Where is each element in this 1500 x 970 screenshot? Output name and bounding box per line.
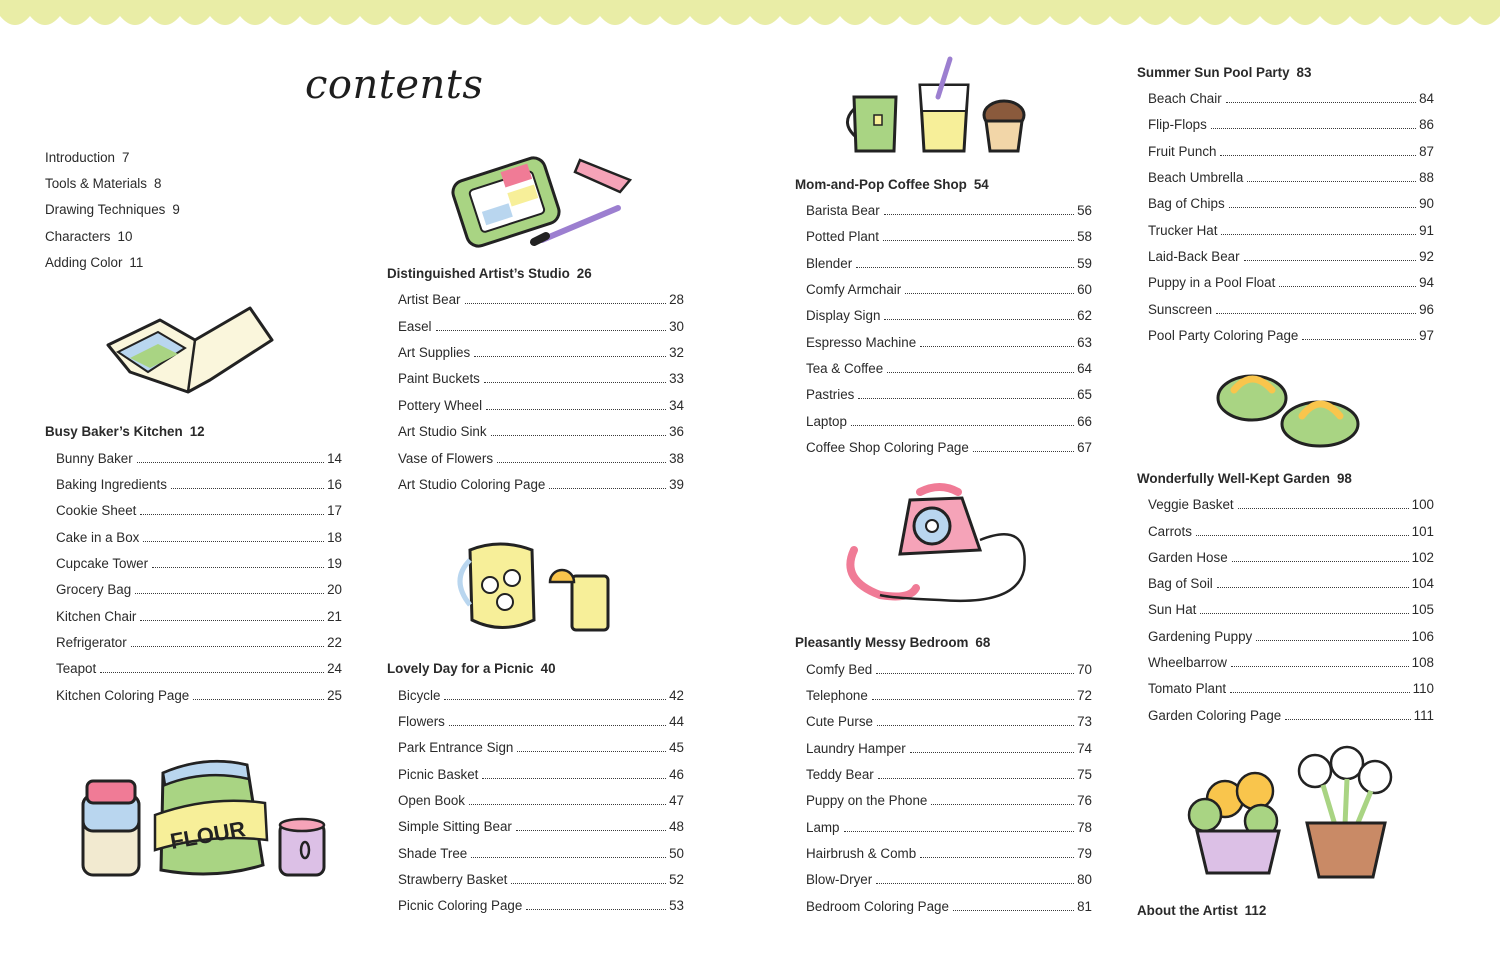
toc-entry[interactable]: Bag of Chips 90 [1148,196,1434,211]
toc-entry[interactable]: Blender 59 [806,256,1092,271]
lemonade-pitcher-illustration [450,530,620,640]
toc-entry[interactable]: Sun Hat 105 [1148,602,1434,617]
toc-entry[interactable]: Laptop 66 [806,414,1092,429]
toc-entry[interactable]: Trucker Hat 91 [1148,223,1434,238]
toc-entry[interactable]: Open Book 47 [398,793,684,808]
toc-entry[interactable]: Cake in a Box 18 [56,530,342,545]
toc-entry[interactable]: Simple Sitting Bear 48 [398,819,684,834]
toc-entry[interactable]: Flip-Flops 86 [1148,117,1434,132]
toc-entry[interactable]: Art Studio Coloring Page 39 [398,477,684,492]
toc-entry[interactable]: Barista Bear 56 [806,203,1092,218]
toc-entry[interactable]: Baking Ingredients 16 [56,477,342,492]
toc-entry[interactable]: Wheelbarrow 108 [1148,655,1434,670]
toc-entry[interactable]: Adding Color 11 [45,255,144,270]
toc-entry[interactable]: Laid-Back Bear 92 [1148,249,1434,264]
toc-entry[interactable]: Comfy Bed 70 [806,662,1092,677]
toc-entry[interactable]: Garden Hose 102 [1148,550,1434,565]
toc-entry[interactable]: Veggie Basket 100 [1148,497,1434,512]
toc-entry[interactable]: Shade Tree 50 [398,846,684,861]
toc-entry[interactable]: Picnic Basket 46 [398,767,684,782]
sketchbook-illustration [100,300,280,400]
toc-entry[interactable]: Pool Party Coloring Page 97 [1148,328,1434,343]
toc-entry[interactable]: Tools & Materials 8 [45,176,162,191]
toc-entry[interactable]: Bicycle 42 [398,688,684,703]
toc-entry[interactable]: Comfy Armchair 60 [806,282,1092,297]
scalloped-top-border [0,0,1500,30]
toc-entry[interactable]: Drawing Techniques 9 [45,202,180,217]
toc-entry[interactable]: Teapot 24 [56,661,342,676]
toc-entry[interactable]: Bag of Soil 104 [1148,576,1434,591]
toc-section-heading[interactable]: Lovely Day for a Picnic 40 [387,661,556,676]
toc-entry[interactable]: Garden Coloring Page 111 [1148,708,1434,723]
toc-entry[interactable]: Picnic Coloring Page 53 [398,898,684,913]
toc-section-heading[interactable]: Mom-and-Pop Coffee Shop 54 [795,177,989,192]
toc-entry[interactable]: Kitchen Chair 21 [56,609,342,624]
toc-entry[interactable]: Artist Bear 28 [398,292,684,307]
toc-entry[interactable]: Pottery Wheel 34 [398,398,684,413]
toc-section-heading[interactable]: Wonderfully Well-Kept Garden 98 [1137,471,1352,486]
toc-entry[interactable]: Laundry Hamper 74 [806,741,1092,756]
toc-entry[interactable]: Bunny Baker 14 [56,451,342,466]
toc-entry[interactable]: Grocery Bag 20 [56,582,342,597]
toc-entry[interactable]: Cupcake Tower 19 [56,556,342,571]
toc-entry[interactable]: Paint Buckets 33 [398,371,684,386]
toc-entry[interactable]: Puppy on the Phone 76 [806,793,1092,808]
toc-entry[interactable]: Beach Chair 84 [1148,91,1434,106]
toc-entry[interactable]: Sunscreen 96 [1148,302,1434,317]
toc-entry[interactable]: Coffee Shop Coloring Page 67 [806,440,1092,455]
toc-entry[interactable]: Tomato Plant 110 [1148,681,1434,696]
page-title: contents [305,62,484,108]
toc-entry[interactable]: Introduction 7 [45,150,130,165]
toc-entry[interactable]: Fruit Punch 87 [1148,144,1434,159]
toc-entry[interactable]: Tea & Coffee 64 [806,361,1092,376]
toc-entry[interactable]: Cookie Sheet 17 [56,503,342,518]
toc-entry[interactable]: Cute Purse 73 [806,714,1092,729]
flip-flops-illustration [1210,360,1370,455]
toc-section-heading[interactable]: Distinguished Artist’s Studio 26 [387,266,592,281]
toc-entry[interactable]: Gardening Puppy 106 [1148,629,1434,644]
toc-section-heading[interactable]: Summer Sun Pool Party 83 [1137,65,1312,80]
toc-entry[interactable]: Refrigerator 22 [56,635,342,650]
toc-entry[interactable]: Display Sign 62 [806,308,1092,323]
flower-pots-illustration [1175,745,1405,880]
toc-entry[interactable]: Puppy in a Pool Float 94 [1148,275,1434,290]
toc-entry[interactable]: Lamp 78 [806,820,1092,835]
flour-jars-illustration [75,755,335,885]
toc-entry[interactable]: Espresso Machine 63 [806,335,1092,350]
toc-entry[interactable]: Characters 10 [45,229,133,244]
toc-entry[interactable]: Blow-Dryer 80 [806,872,1092,887]
toc-entry[interactable]: Art Supplies 32 [398,345,684,360]
telephone-illustration [840,480,1030,610]
toc-entry[interactable]: Strawberry Basket 52 [398,872,684,887]
toc-entry[interactable]: Flowers 44 [398,714,684,729]
flour-label: FLOUR [168,816,248,854]
toc-entry[interactable]: Vase of Flowers 38 [398,451,684,466]
toc-section-heading[interactable]: Pleasantly Messy Bedroom 68 [795,635,991,650]
toc-entry[interactable]: Pastries 65 [806,387,1092,402]
toc-entry[interactable]: Easel 30 [398,319,684,334]
toc-entry[interactable]: Bedroom Coloring Page 81 [806,899,1092,914]
toc-entry[interactable]: Telephone 72 [806,688,1092,703]
toc-entry[interactable]: Carrots 101 [1148,524,1434,539]
paint-palette-illustration [440,150,640,250]
toc-entry[interactable]: Potted Plant 58 [806,229,1092,244]
toc-entry[interactable]: Teddy Bear 75 [806,767,1092,782]
toc-entry[interactable]: Beach Umbrella 88 [1148,170,1434,185]
toc-entry[interactable]: Kitchen Coloring Page 25 [56,688,342,703]
toc-entry[interactable]: Hairbrush & Comb 79 [806,846,1092,861]
toc-entry[interactable]: Park Entrance Sign 45 [398,740,684,755]
toc-section-heading[interactable]: Busy Baker’s Kitchen 12 [45,424,205,439]
toc-section-heading[interactable]: About the Artist 112 [1137,903,1267,918]
coffee-cups-illustration [840,55,1030,155]
toc-entry[interactable]: Art Studio Sink 36 [398,424,684,439]
